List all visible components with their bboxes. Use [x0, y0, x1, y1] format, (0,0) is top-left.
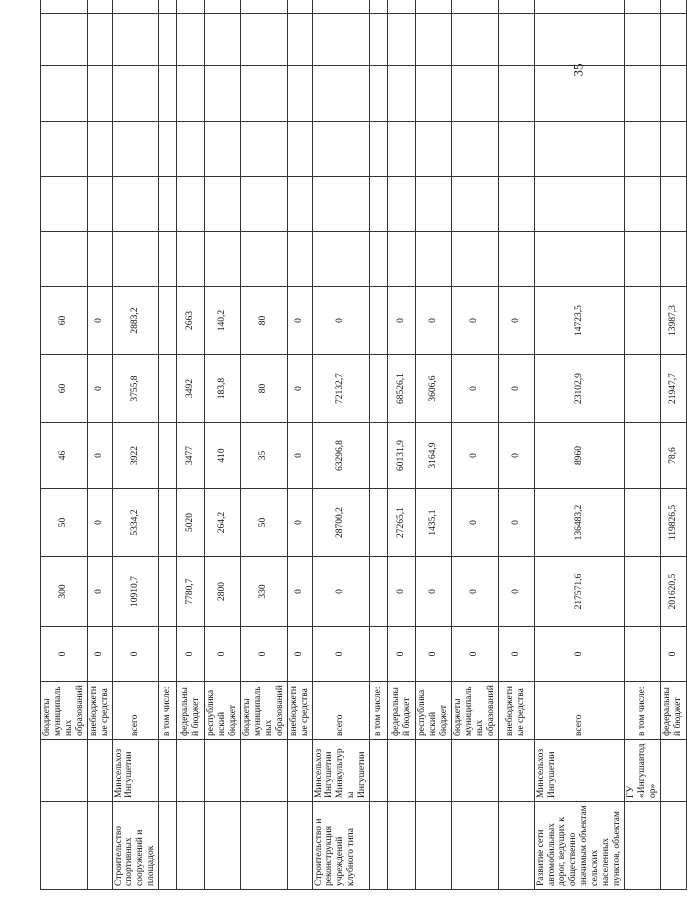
value-cell: [534, 177, 624, 232]
value-cell: 63296,8: [312, 423, 370, 489]
value-cell: 50: [41, 489, 88, 557]
value-cell: [388, 177, 416, 232]
value-cell: 0: [416, 557, 452, 627]
value-cell: 28700,2: [312, 489, 370, 557]
value-cell: [370, 14, 388, 66]
value-cell: 80: [240, 287, 287, 355]
value-cell: [177, 66, 205, 122]
value-cell: 2663: [177, 287, 205, 355]
value-cell: [87, 232, 112, 287]
event-cell: Развитие сети автомобильных дорог, ведущих к общественно значимым объектам сельских населенных пунктов, объектам: [534, 802, 624, 890]
value-cell: 330: [240, 557, 287, 627]
value-cell: 8960: [534, 423, 624, 489]
executor-cell: [388, 740, 416, 802]
value-cell: [41, 232, 88, 287]
value-cell: 78,6: [660, 423, 686, 489]
event-cell: [416, 802, 452, 890]
value-cell: [370, 489, 388, 557]
value-cell: [624, 627, 660, 682]
value-cell: [624, 0, 660, 14]
table-row: [624, 0, 660, 890]
value-cell: 0: [534, 627, 624, 682]
value-cell: [205, 177, 241, 232]
value-cell: [112, 122, 159, 177]
event-cell: [498, 802, 534, 890]
value-cell: [240, 232, 287, 287]
value-cell: [177, 0, 205, 14]
value-cell: [159, 177, 177, 232]
value-cell: [205, 66, 241, 122]
executor-cell: [159, 740, 177, 802]
value-cell: [451, 66, 498, 122]
source-cell: всего: [112, 682, 159, 740]
value-cell: 0: [388, 287, 416, 355]
value-cell: [240, 177, 287, 232]
value-cell: 0: [498, 287, 534, 355]
executor-cell: Минсельхоз Ингушетии Минкультуры Ингушетии: [312, 740, 370, 802]
value-cell: [287, 177, 312, 232]
value-cell: 3755,8: [112, 355, 159, 423]
value-cell: 0: [240, 627, 287, 682]
table-row: [159, 0, 177, 890]
source-cell: всего: [312, 682, 370, 740]
source-cell: республиканский бюджет: [205, 682, 241, 740]
page-number: 35: [570, 63, 586, 77]
value-cell: 0: [287, 423, 312, 489]
value-cell: [624, 489, 660, 557]
value-cell: [370, 232, 388, 287]
event-cell: [287, 802, 312, 890]
value-cell: 2883,2: [112, 287, 159, 355]
value-cell: 0: [87, 627, 112, 682]
value-cell: [416, 122, 452, 177]
value-cell: 60131,9: [388, 423, 416, 489]
value-cell: [624, 557, 660, 627]
value-cell: [205, 232, 241, 287]
value-cell: [451, 122, 498, 177]
table-wrapper: [40, 14, 684, 890]
value-cell: [312, 66, 370, 122]
event-cell: [624, 802, 660, 890]
value-cell: 0: [205, 627, 241, 682]
value-cell: [240, 0, 287, 14]
value-cell: [287, 232, 312, 287]
value-cell: [416, 177, 452, 232]
value-cell: [498, 14, 534, 66]
value-cell: [87, 177, 112, 232]
source-cell: внебюджетные средства: [498, 682, 534, 740]
value-cell: [451, 14, 498, 66]
value-cell: [240, 14, 287, 66]
source-cell: бюджеты муниципальных образований: [451, 682, 498, 740]
value-cell: [159, 66, 177, 122]
table-row: [416, 0, 452, 890]
value-cell: 68526,1: [388, 355, 416, 423]
value-cell: [498, 66, 534, 122]
value-cell: [388, 122, 416, 177]
value-cell: [624, 355, 660, 423]
value-cell: [388, 0, 416, 14]
event-cell: [205, 802, 241, 890]
value-cell: 3492: [177, 355, 205, 423]
event-cell: Строительство и реконструкция учреждений клубного типа: [312, 802, 370, 890]
value-cell: 35: [240, 423, 287, 489]
value-cell: [660, 122, 686, 177]
value-cell: 0: [287, 287, 312, 355]
table-row: [287, 0, 312, 890]
value-cell: [287, 122, 312, 177]
value-cell: 0: [451, 287, 498, 355]
event-cell: [240, 802, 287, 890]
value-cell: [177, 232, 205, 287]
value-cell: 0: [312, 557, 370, 627]
source-cell: внебюджетные средства: [287, 682, 312, 740]
value-cell: [388, 232, 416, 287]
value-cell: 3477: [177, 423, 205, 489]
value-cell: [112, 66, 159, 122]
value-cell: [41, 0, 88, 14]
value-cell: [451, 232, 498, 287]
value-cell: [159, 627, 177, 682]
value-cell: 0: [177, 627, 205, 682]
value-cell: [624, 232, 660, 287]
value-cell: [41, 177, 88, 232]
value-cell: [312, 0, 370, 14]
value-cell: 23102,9: [534, 355, 624, 423]
source-cell: республиканский бюджет: [416, 682, 452, 740]
executor-cell: [451, 740, 498, 802]
value-cell: 60: [41, 287, 88, 355]
value-cell: [416, 14, 452, 66]
value-cell: [370, 355, 388, 423]
value-cell: 136483,2: [534, 489, 624, 557]
value-cell: [287, 14, 312, 66]
value-cell: 0: [112, 627, 159, 682]
table-row: [205, 0, 241, 890]
table-row: [498, 0, 534, 890]
source-cell: внебюджетные средства: [87, 682, 112, 740]
value-cell: [534, 0, 624, 14]
value-cell: [451, 0, 498, 14]
event-cell: [41, 802, 88, 890]
table-row: [240, 0, 287, 890]
executor-cell: [41, 740, 88, 802]
value-cell: [159, 122, 177, 177]
executor-cell: [287, 740, 312, 802]
value-cell: 0: [451, 489, 498, 557]
value-cell: [112, 232, 159, 287]
value-cell: [534, 63, 624, 122]
value-cell: [370, 627, 388, 682]
event-cell: [370, 802, 388, 890]
value-cell: [41, 66, 88, 122]
rotated-table-container: [40, 14, 684, 890]
value-cell: [177, 122, 205, 177]
value-cell: [87, 66, 112, 122]
value-cell: 46: [41, 423, 88, 489]
value-cell: [159, 423, 177, 489]
executor-cell: [177, 740, 205, 802]
executor-cell: [240, 740, 287, 802]
value-cell: 10910,7: [112, 557, 159, 627]
value-cell: [205, 0, 241, 14]
value-cell: 1435,1: [416, 489, 452, 557]
value-cell: 0: [87, 355, 112, 423]
value-cell: [159, 489, 177, 557]
value-cell: 80: [240, 355, 287, 423]
value-cell: 0: [312, 627, 370, 682]
value-cell: 0: [388, 557, 416, 627]
value-cell: [287, 66, 312, 122]
value-cell: 21947,7: [660, 355, 686, 423]
value-cell: 217571,6: [534, 557, 624, 627]
table-row: [177, 0, 205, 890]
value-cell: [498, 177, 534, 232]
value-cell: 264,2: [205, 489, 241, 557]
value-cell: 0: [287, 489, 312, 557]
event-cell: [159, 802, 177, 890]
executor-cell: Минсельхоз Ингушетии: [534, 740, 624, 802]
value-cell: [240, 66, 287, 122]
value-cell: 140,2: [205, 287, 241, 355]
value-cell: 0: [416, 627, 452, 682]
value-cell: [87, 122, 112, 177]
value-cell: [41, 122, 88, 177]
value-cell: 0: [451, 355, 498, 423]
value-cell: [370, 0, 388, 14]
source-cell: в том числе:: [624, 682, 660, 740]
value-cell: 27265,1: [388, 489, 416, 557]
value-cell: 0: [498, 557, 534, 627]
value-cell: 0: [41, 627, 88, 682]
value-cell: [370, 287, 388, 355]
value-cell: 0: [87, 423, 112, 489]
executor-cell: [416, 740, 452, 802]
value-cell: 5334,2: [112, 489, 159, 557]
value-cell: 0: [416, 287, 452, 355]
source-cell: федеральный бюджет: [388, 682, 416, 740]
value-cell: [660, 0, 686, 14]
value-cell: [498, 122, 534, 177]
value-cell: 410: [205, 423, 241, 489]
value-cell: [624, 14, 660, 66]
value-cell: [159, 232, 177, 287]
source-cell: в том числе:: [370, 682, 388, 740]
value-cell: [159, 14, 177, 66]
source-cell: федеральный бюджет: [660, 682, 686, 740]
value-cell: [624, 122, 660, 177]
value-cell: [159, 557, 177, 627]
source-cell: бюджеты муниципальных образований: [41, 682, 88, 740]
source-cell: бюджеты муниципальных образований: [240, 682, 287, 740]
source-cell: федеральный бюджет: [177, 682, 205, 740]
value-cell: 60: [41, 355, 88, 423]
value-cell: [87, 14, 112, 66]
value-cell: [451, 177, 498, 232]
value-cell: [240, 122, 287, 177]
table-row: [312, 0, 370, 890]
value-cell: [534, 14, 624, 66]
table-row: [660, 0, 686, 890]
value-cell: 183,8: [205, 355, 241, 423]
value-cell: [388, 14, 416, 66]
value-cell: [205, 122, 241, 177]
value-cell: [159, 355, 177, 423]
value-cell: [624, 177, 660, 232]
value-cell: [624, 423, 660, 489]
value-cell: [312, 232, 370, 287]
value-cell: 0: [87, 557, 112, 627]
value-cell: [205, 14, 241, 66]
value-cell: [416, 66, 452, 122]
event-cell: [660, 802, 686, 890]
value-cell: 72132,7: [312, 355, 370, 423]
value-cell: 119826,5: [660, 489, 686, 557]
value-cell: 0: [498, 489, 534, 557]
table-row: [370, 0, 388, 890]
value-cell: 0: [287, 557, 312, 627]
value-cell: 3164,9: [416, 423, 452, 489]
event-cell: [451, 802, 498, 890]
event-cell: [177, 802, 205, 890]
table-row: [534, 0, 624, 890]
value-cell: [177, 14, 205, 66]
value-cell: [370, 122, 388, 177]
table-row: [388, 0, 416, 890]
value-cell: [370, 66, 388, 122]
value-cell: [159, 0, 177, 14]
budget-table: [40, 0, 687, 890]
value-cell: [498, 232, 534, 287]
value-cell: [416, 232, 452, 287]
value-cell: [112, 14, 159, 66]
value-cell: 0: [451, 423, 498, 489]
value-cell: 50: [240, 489, 287, 557]
executor-cell: [205, 740, 241, 802]
table-row: [87, 0, 112, 890]
value-cell: 5020: [177, 489, 205, 557]
executor-cell: [87, 740, 112, 802]
value-cell: 0: [312, 287, 370, 355]
value-cell: 2800: [205, 557, 241, 627]
value-cell: [112, 0, 159, 14]
value-cell: [312, 177, 370, 232]
value-cell: [312, 14, 370, 66]
executor-cell: [498, 740, 534, 802]
value-cell: 3922: [112, 423, 159, 489]
value-cell: 0: [287, 627, 312, 682]
value-cell: 201620,5: [660, 557, 686, 627]
value-cell: 0: [287, 355, 312, 423]
value-cell: 14723,5: [534, 287, 624, 355]
value-cell: 300: [41, 557, 88, 627]
source-cell: всего: [534, 682, 624, 740]
value-cell: [534, 232, 624, 287]
value-cell: [660, 66, 686, 122]
executor-cell: ГУ «Ингушавтодор»: [624, 740, 660, 802]
value-cell: 0: [451, 557, 498, 627]
value-cell: [534, 122, 624, 177]
event-cell: Строительство спортивных сооружений и площадок: [112, 802, 159, 890]
value-cell: [370, 557, 388, 627]
table-row: [451, 0, 498, 890]
value-cell: [660, 232, 686, 287]
value-cell: 0: [87, 287, 112, 355]
value-cell: 3606,6: [416, 355, 452, 423]
value-cell: 7780,7: [177, 557, 205, 627]
value-cell: 0: [388, 627, 416, 682]
table-row: [41, 0, 88, 890]
source-cell: в том числе:: [159, 682, 177, 740]
value-cell: 0: [87, 489, 112, 557]
value-cell: 13987,3: [660, 287, 686, 355]
executor-cell: [660, 740, 686, 802]
value-cell: 0: [660, 627, 686, 682]
value-cell: 0: [498, 355, 534, 423]
value-cell: [177, 177, 205, 232]
value-cell: [416, 0, 452, 14]
value-cell: [370, 177, 388, 232]
event-cell: [388, 802, 416, 890]
value-cell: 0: [451, 627, 498, 682]
value-cell: [87, 0, 112, 14]
executor-cell: [370, 740, 388, 802]
value-cell: [112, 177, 159, 232]
event-cell: [87, 802, 112, 890]
value-cell: 0: [498, 423, 534, 489]
table-row: [112, 0, 159, 890]
executor-cell: Минсельхоз Ингушетии: [112, 740, 159, 802]
value-cell: [41, 14, 88, 66]
value-cell: [498, 0, 534, 14]
value-cell: 0: [498, 627, 534, 682]
value-cell: [312, 122, 370, 177]
value-cell: [159, 287, 177, 355]
value-cell: [624, 287, 660, 355]
value-cell: [287, 0, 312, 14]
value-cell: [624, 66, 660, 122]
value-cell: [388, 66, 416, 122]
value-cell: [660, 14, 686, 66]
value-cell: [370, 423, 388, 489]
value-cell: [660, 177, 686, 232]
